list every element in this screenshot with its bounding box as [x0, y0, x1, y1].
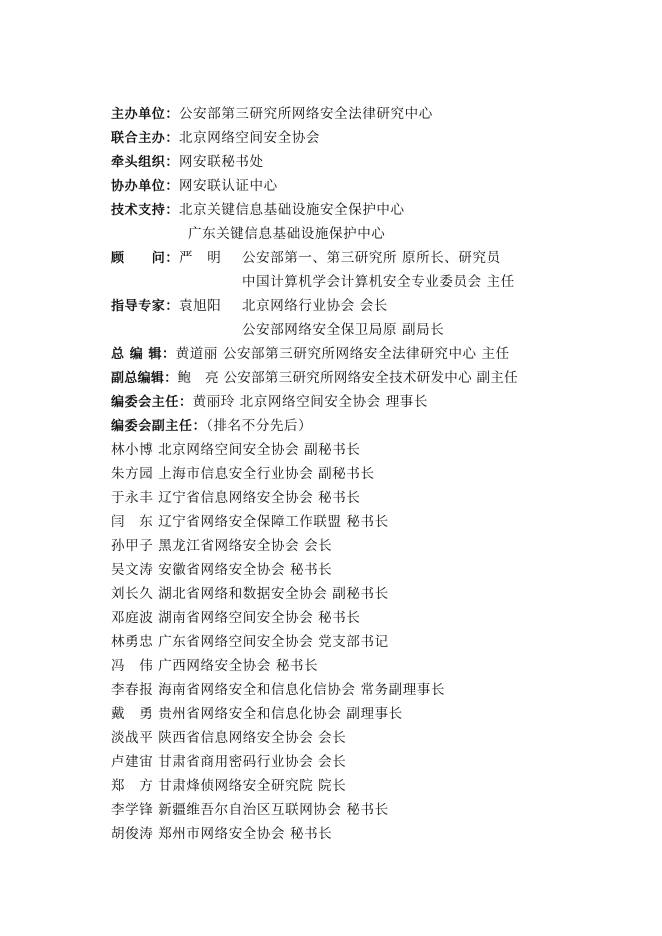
list-item: [111, 678, 445, 702]
guide-expert-title-row-2: [242, 318, 444, 342]
member-entry: 林小博 北京网络空间安全协会 副秘书长: [111, 442, 361, 458]
list-item: [111, 486, 360, 510]
list-item: [111, 558, 332, 582]
sponsor-row: [111, 102, 433, 126]
list-item: [111, 774, 346, 798]
deputy-chief-editor-row: [111, 366, 518, 390]
member-entry: 戴 勇 贵州省网络安全和信息化协会 副理事长: [111, 706, 403, 722]
advisor-title-2: 中国计算机学会计算机安全专业委员会 主任: [242, 274, 515, 290]
guide-expert-name: 袁旭阳: [179, 298, 222, 314]
board-director-row: [111, 390, 428, 414]
tech-support-label: 技术支持：: [111, 203, 180, 218]
member-entry: 闫 东 辽宁省网络安全保障工作联盟 秘书长: [111, 514, 389, 530]
list-item: [111, 750, 346, 774]
member-entry: 刘长久 湖北省网络和数据安全协会 副秘书长: [111, 586, 389, 602]
assist-unit-label: 协办单位：: [111, 179, 180, 194]
co-sponsor-row: [111, 126, 320, 150]
list-item: [111, 462, 375, 486]
tech-support-value-1: 北京关键信息基础设施安全保护中心: [179, 202, 405, 218]
lead-org-value: 网安联秘书处: [179, 154, 264, 170]
chief-editor-label: 总 编 辑：: [111, 347, 176, 362]
deputy-chief-editor-value: 鲍 亮 公安部第三研究所网络安全技术研发中心 副主任: [177, 370, 518, 386]
co-sponsor-value: 北京网络空间安全协会: [179, 130, 321, 146]
member-entry: 卢建宙 甘肃省商用密码行业协会 会长: [111, 754, 347, 770]
list-item: [111, 582, 389, 606]
guide-expert-title-1: 北京网络行业协会 会长: [242, 298, 388, 314]
assist-unit-value: 网安联认证中心: [179, 178, 278, 194]
lead-org-row: [111, 150, 264, 174]
board-deputy-director-row: [111, 414, 312, 438]
sponsor-value: 公安部第三研究所网络安全法律研究中心: [179, 106, 433, 122]
advisor-row: [111, 246, 221, 270]
list-item: [111, 654, 318, 678]
list-item: [111, 606, 360, 630]
guide-expert-row: [111, 294, 221, 318]
member-entry: 孙甲子 黑龙江省网络安全协会 会长: [111, 538, 333, 554]
tech-support-value-2: 广东关键信息基础设施保护中心: [188, 226, 386, 242]
list-item: [111, 510, 389, 534]
board-deputy-director-note: （排名不分先后）: [206, 418, 313, 434]
member-entry: 淡战平 陕西省信息网络安全协会 会长: [111, 730, 347, 746]
guide-expert-label: 指导专家：: [111, 299, 180, 314]
list-item: [111, 630, 389, 654]
member-entry: 林勇忠 广东省网络空间安全协会 党支部书记: [111, 634, 389, 650]
member-entry: 于永丰 辽宁省信息网络安全协会 秘书长: [111, 490, 361, 506]
advisor-title-1: 公安部第一、第三研究所 原所长、研究员: [242, 250, 501, 266]
advisor-name: 严 明: [179, 250, 222, 266]
member-entry: 胡俊涛 郑州市网络安全协会 秘书长: [111, 826, 333, 842]
chief-editor-row: [111, 342, 510, 366]
member-entry: 吴文涛 安徽省网络安全协会 秘书长: [111, 562, 333, 578]
tech-support-row-2: [188, 222, 385, 246]
list-item: [111, 798, 389, 822]
member-entry: 邓庭波 湖南省网络空间安全协会 秘书长: [111, 610, 361, 626]
list-item: [111, 534, 332, 558]
board-director-value: 黄丽玲 北京网络空间安全协会 理事长: [192, 394, 428, 410]
member-entry: 李学锋 新疆维吾尔自治区互联网协会 秘书长: [111, 802, 389, 818]
tech-support-row: [111, 198, 405, 222]
lead-org-label: 牵头组织：: [111, 155, 180, 170]
advisor-title-row-2: [242, 270, 515, 294]
list-item: [111, 822, 332, 846]
board-deputy-director-label: 编委会副主任：: [111, 419, 207, 434]
list-item: [111, 702, 403, 726]
member-entry: 冯 伟 广西网络安全协会 秘书长: [111, 658, 319, 674]
assist-unit-row: [111, 174, 278, 198]
member-entry: 郑 方 甘肃烽侦网络安全研究院 院长: [111, 778, 347, 794]
sponsor-label: 主办单位：: [111, 107, 180, 122]
board-director-label: 编委会主任：: [111, 395, 193, 410]
advisor-label: 顾 问：: [111, 251, 180, 266]
list-item: [111, 438, 360, 462]
guide-expert-title-row-1: [242, 294, 388, 318]
list-item: [111, 726, 346, 750]
co-sponsor-label: 联合主办：: [111, 131, 180, 146]
advisor-title-row-1: [242, 246, 501, 270]
deputy-chief-editor-label: 副总编辑：: [111, 371, 178, 386]
chief-editor-value: 黄道丽 公安部第三研究所网络安全法律研究中心 主任: [175, 346, 510, 362]
guide-expert-title-2: 公安部网络安全保卫局原 副局长: [242, 322, 445, 338]
member-entry: 朱方园 上海市信息安全行业协会 副秘书长: [111, 466, 375, 482]
member-entry: 李春报 海南省网络安全和信息化信协会 常务副理事长: [111, 682, 446, 698]
